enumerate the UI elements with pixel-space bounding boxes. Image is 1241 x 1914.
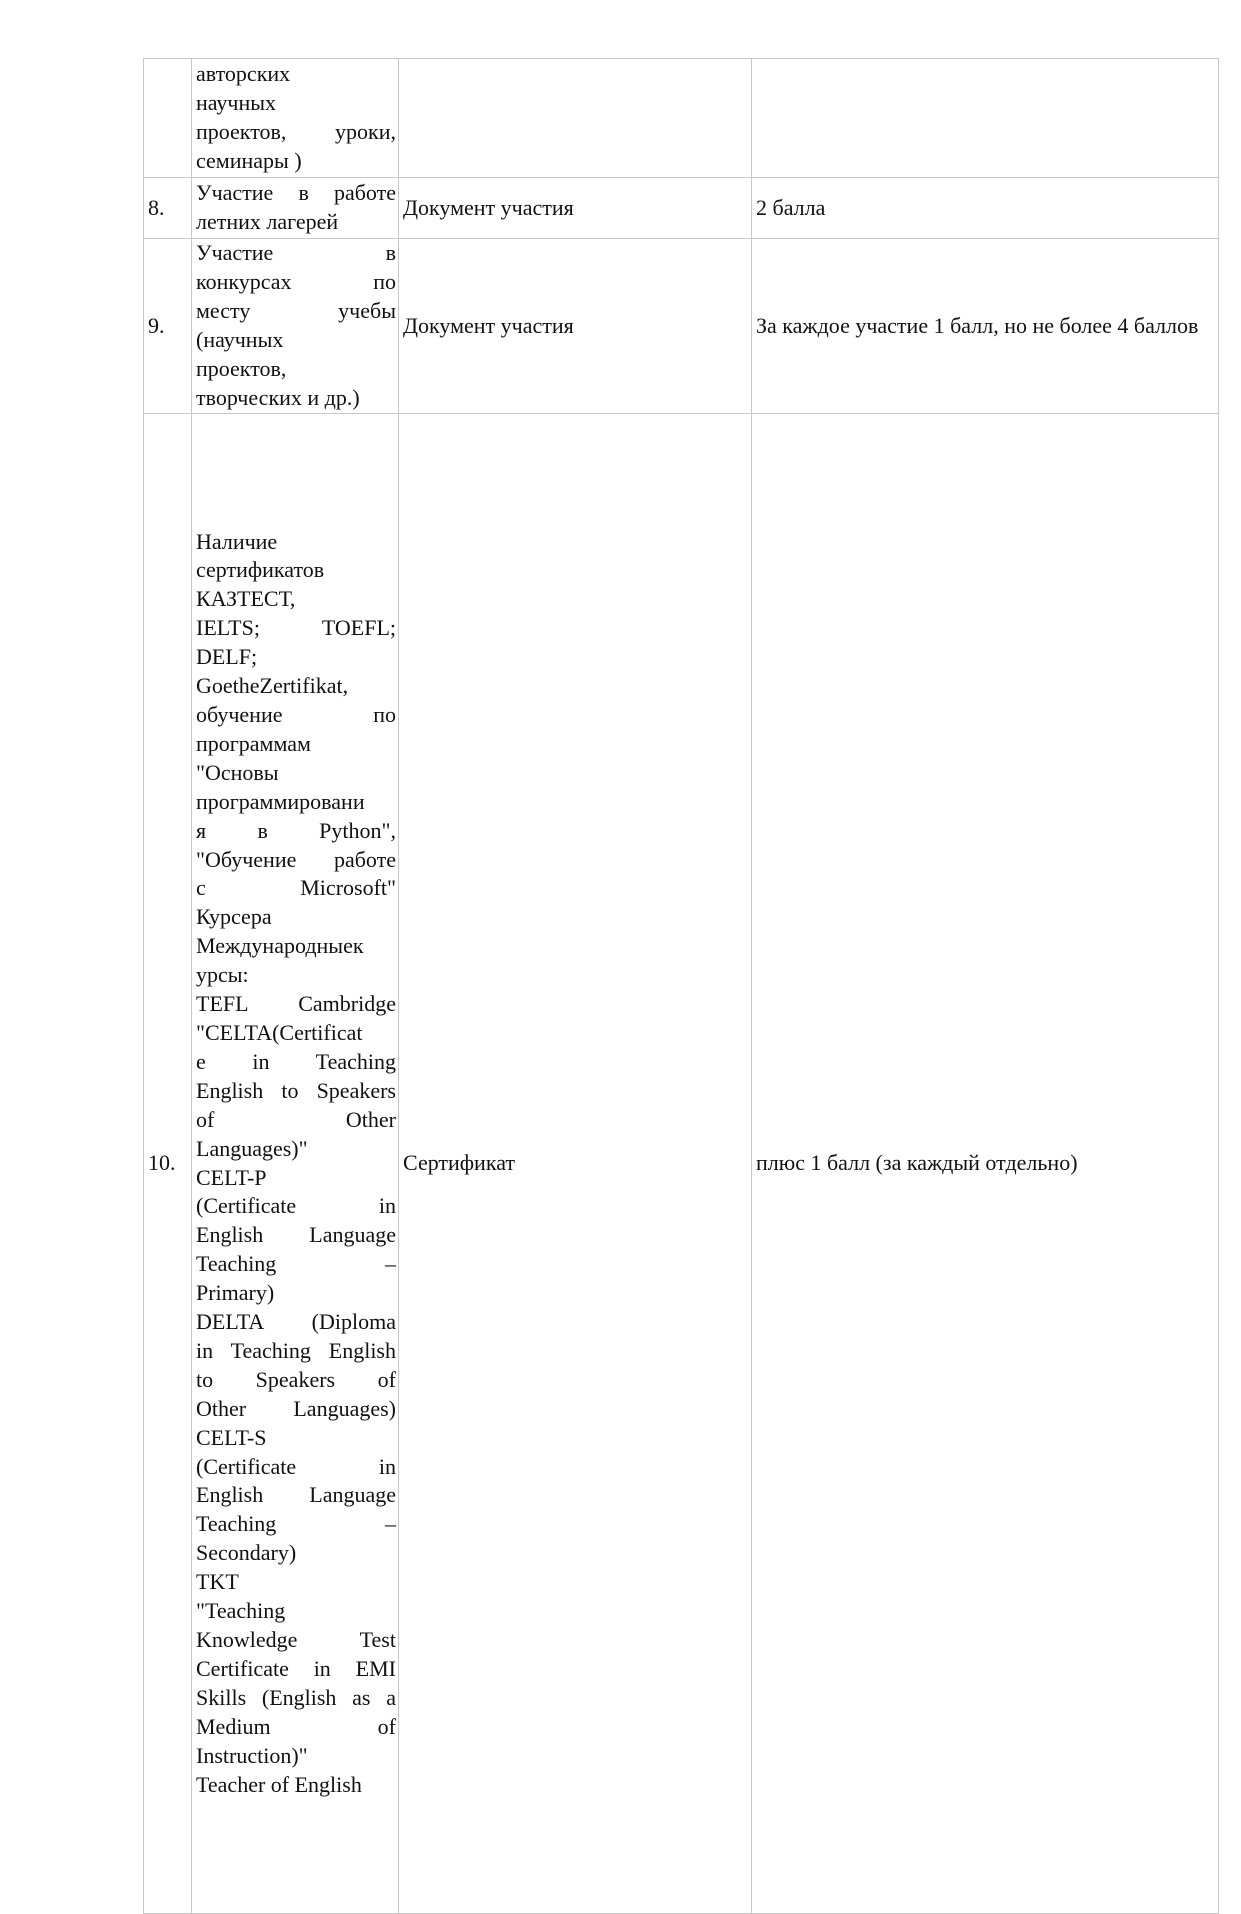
criterion-line: TEFL Cambridge: [196, 991, 396, 1017]
criterion-line: e in Teaching: [196, 1048, 396, 1074]
criterion-cell: [192, 178, 399, 239]
criterion-line: Участие в работе: [196, 180, 396, 206]
criterion-line: я в Python",: [196, 817, 396, 843]
criterion-line: проектов,: [196, 355, 287, 381]
criterion-line: программам: [196, 730, 311, 756]
criterion-line: Medium of: [196, 1713, 396, 1739]
table-row: [144, 414, 1219, 1914]
criterion-line: КАЗТЕСТ,: [196, 586, 296, 612]
criterion-line: месту учебы: [196, 298, 396, 324]
criterion-line: English to Speakers: [196, 1077, 396, 1103]
criterion-line: GoetheZertifikat,: [196, 673, 349, 699]
criterion-line: летних лагерей: [196, 209, 339, 234]
criterion-line: Skills (English as a: [196, 1684, 396, 1710]
row-number: 10.: [144, 414, 192, 1914]
score-cell: плюс 1 балл (за каждый отдельно): [752, 414, 1219, 1914]
document-cell: Документ участия: [399, 178, 752, 239]
criterion-line: CELT-S: [196, 1424, 267, 1450]
criterion-line: to Speakers of: [196, 1366, 396, 1392]
document-cell: Документ участия: [399, 239, 752, 414]
criterion-line: научных: [196, 90, 277, 116]
criterion-line: Languages)": [196, 1135, 308, 1161]
table-row: [144, 59, 1219, 178]
criterion-line: (Certificate in: [196, 1453, 396, 1479]
score-cell: За каждое участие 1 балл, но не более 4 баллов: [752, 239, 1219, 414]
criterion-line: Участие в: [196, 240, 396, 266]
criterion-line: Курсера: [196, 904, 272, 930]
criterion-line: Международныек: [196, 933, 364, 959]
criterion-cell: [192, 59, 399, 178]
criterion-line: Instruction)": [196, 1742, 308, 1768]
criterion-line: конкурсах по: [196, 269, 396, 295]
criterion-line: (научных: [196, 327, 284, 352]
criterion-line: TKT: [196, 1569, 239, 1595]
criterion-line: Наличие: [196, 528, 278, 554]
criterion-line: семинары ): [196, 147, 302, 173]
criterion-line: Secondary): [196, 1540, 297, 1566]
criterion-line: "CELTA(Certificat: [196, 1019, 363, 1045]
criterion-line: English Language: [196, 1482, 396, 1508]
criterion-line: творческих и др.): [196, 384, 360, 410]
criterion-cell: [192, 239, 399, 414]
criterion-line: Teacher of English: [196, 1771, 362, 1797]
score-cell: 2 балла: [752, 178, 1219, 239]
table-row: [144, 178, 1219, 239]
criterion-cell: [192, 414, 399, 1914]
criterion-line: "Основы: [196, 759, 279, 785]
criterion-line: "Teaching: [196, 1598, 286, 1624]
criterion-line: CELT-P: [196, 1164, 267, 1190]
score-cell: [752, 59, 1219, 178]
criterion-line: обучение по: [196, 702, 396, 727]
criterion-line: Other Languages): [196, 1395, 396, 1421]
criterion-line: программировани: [196, 788, 365, 814]
criterion-line: Knowledge Test: [196, 1627, 396, 1652]
row-number: 9.: [144, 239, 192, 414]
criterion-line: of Other: [196, 1106, 396, 1132]
criterion-line: "Обучение работе: [196, 846, 396, 872]
criterion-line: с Microsoft": [196, 875, 396, 901]
row-number: [144, 59, 192, 178]
criterion-line: Primary): [196, 1280, 275, 1306]
criterion-line: in Teaching English: [196, 1337, 396, 1363]
criterion-line: English Language: [196, 1222, 396, 1248]
criterion-line: IELTS; TOEFL;: [196, 615, 396, 641]
document-cell: Сертификат: [399, 414, 752, 1914]
criterion-line: авторских: [196, 61, 291, 87]
criterion-line: DELTA (Diploma: [196, 1309, 396, 1335]
criterion-line: (Certificate in: [196, 1193, 396, 1219]
criterion-line: Certificate in EMI: [196, 1655, 396, 1681]
document-cell: [399, 59, 752, 178]
row-number: 8.: [144, 178, 192, 239]
criterion-line: проектов, уроки,: [196, 119, 396, 144]
criteria-table-body: [144, 59, 1219, 1914]
table-row: [144, 239, 1219, 414]
criterion-line: сертификатов: [196, 557, 325, 583]
criterion-line: DELF;: [196, 644, 258, 670]
criteria-table: [143, 58, 1219, 1914]
criterion-line: урсы:: [196, 962, 249, 988]
criterion-line: Teaching –: [196, 1511, 396, 1537]
criterion-line: Teaching –: [196, 1251, 396, 1277]
